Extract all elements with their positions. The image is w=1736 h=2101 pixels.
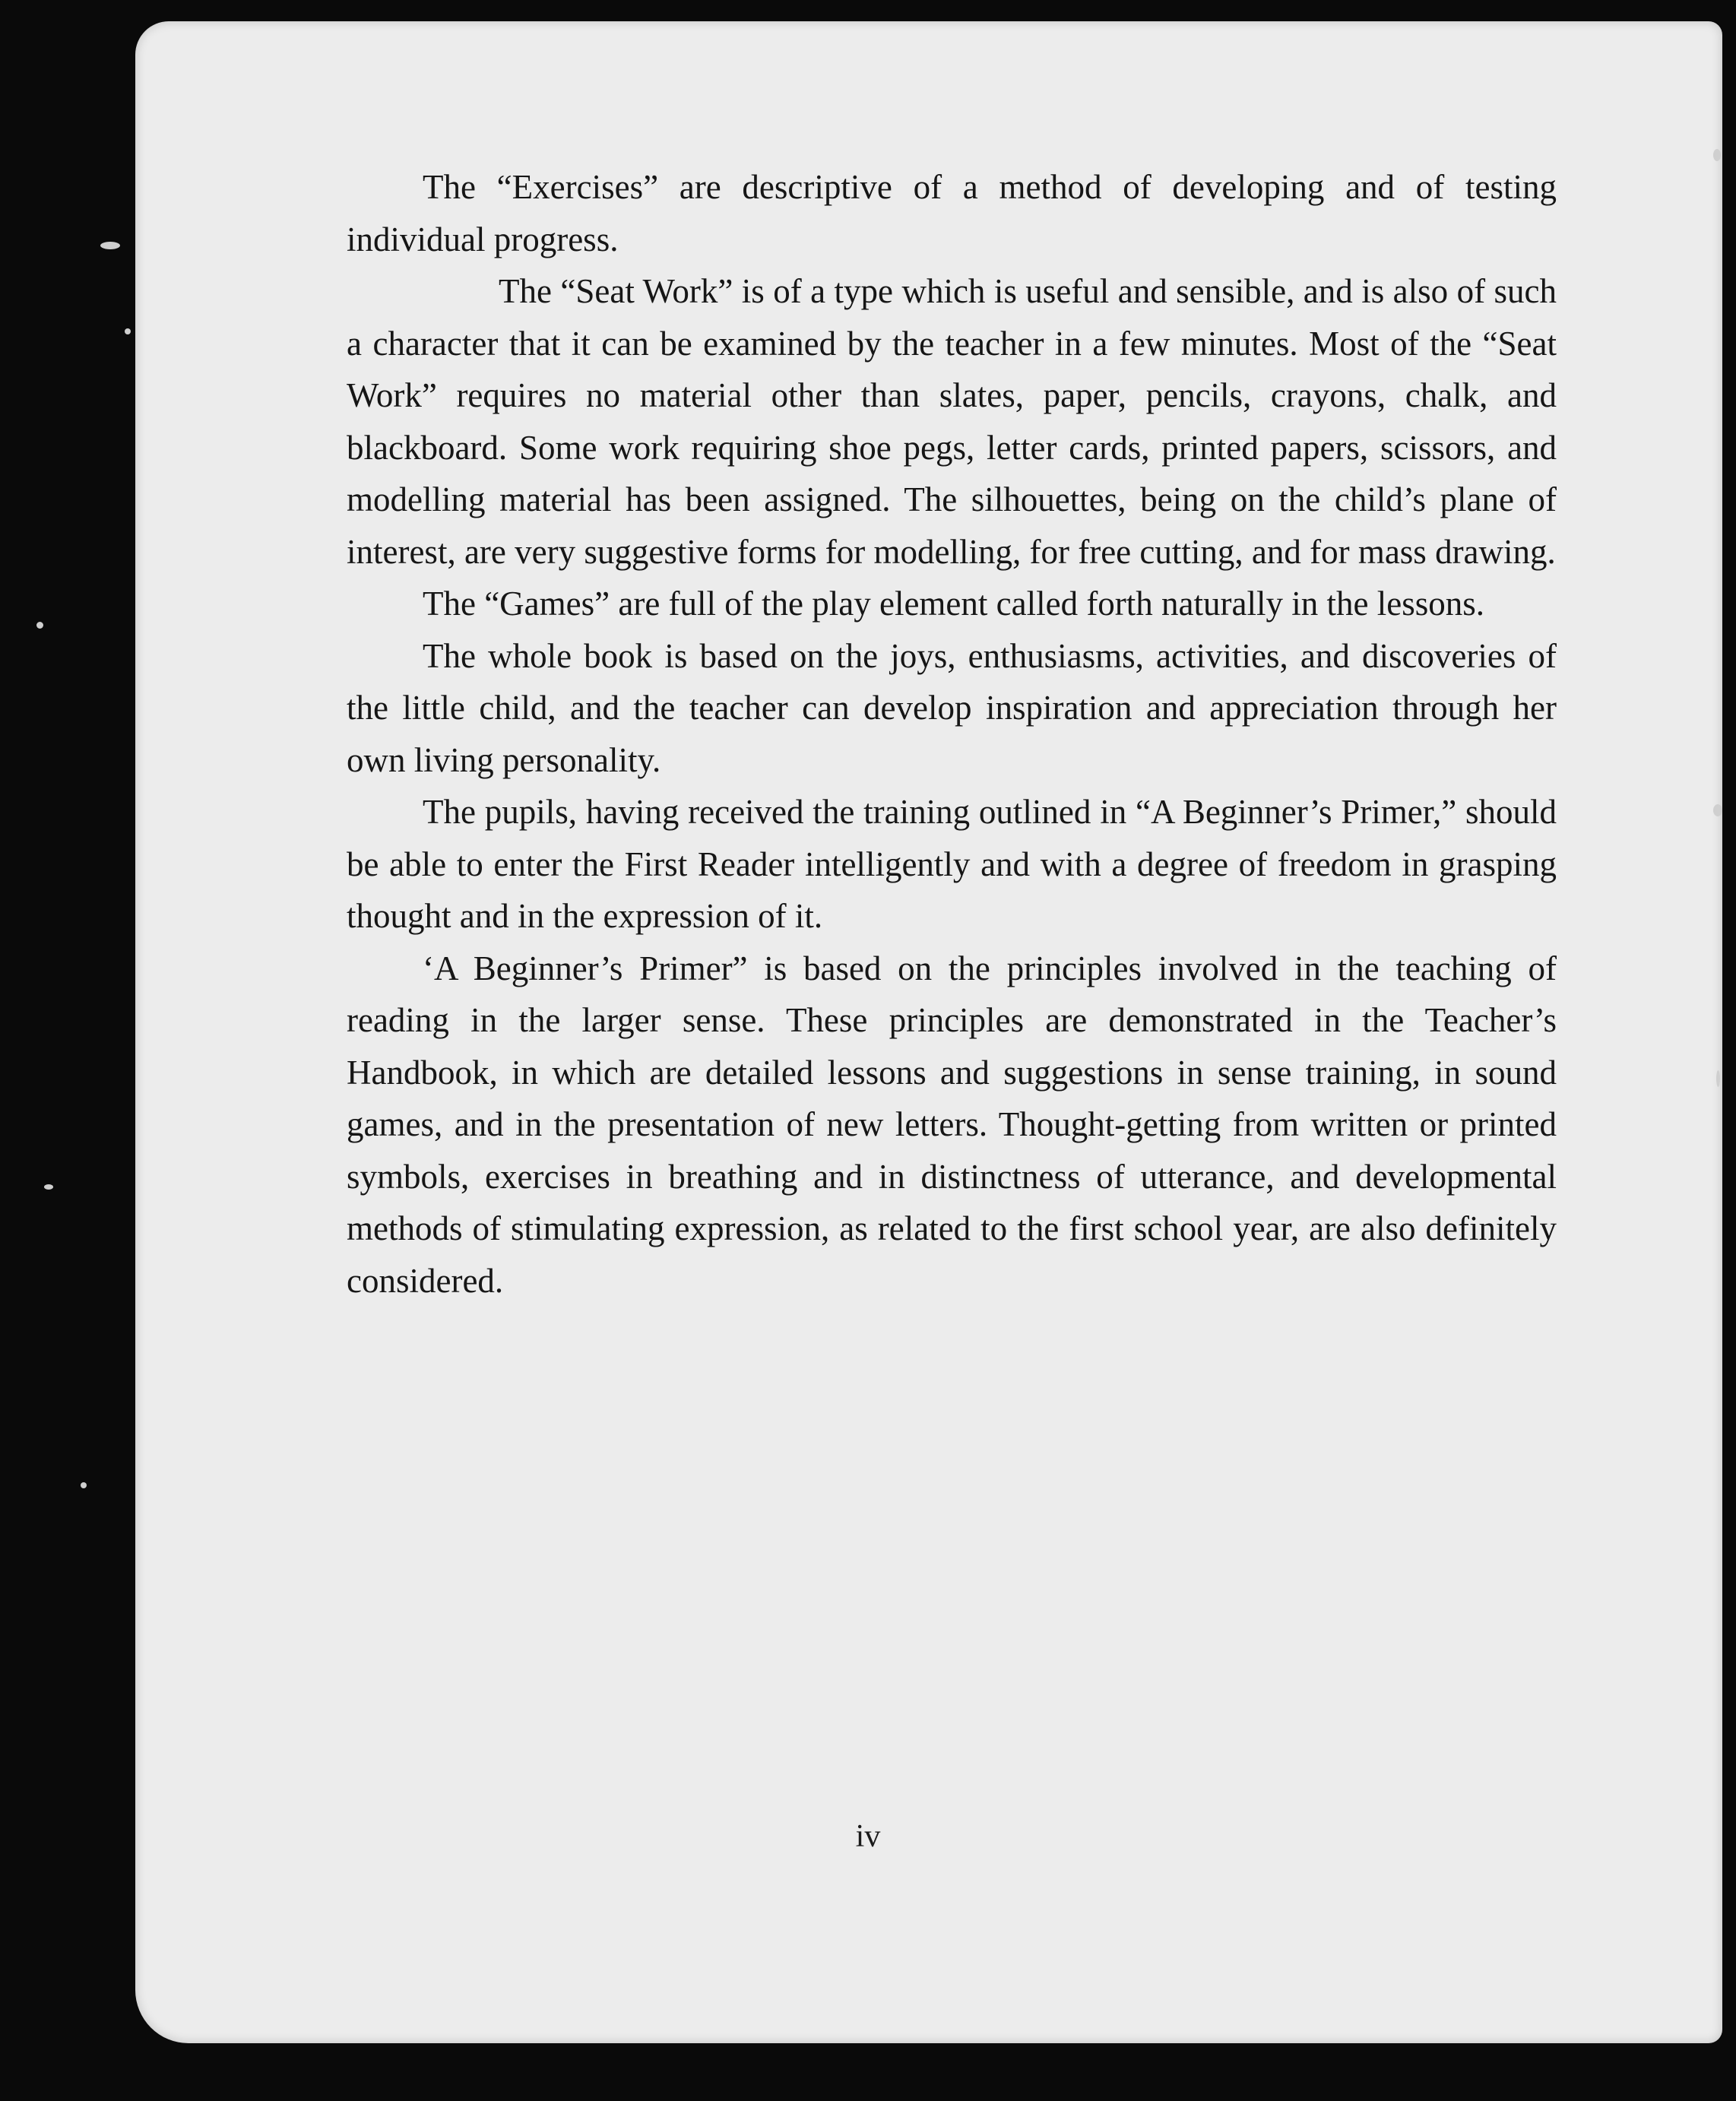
scan-speck xyxy=(1713,804,1722,816)
paragraph: The whole book is based on the joys, enthusiasms, activities, and discoveries of the little child, and the teacher can develop inspiration and appreciation through her own living personality. xyxy=(347,636,1557,779)
scan-speck xyxy=(125,328,131,334)
paragraph: The “Games” are full of the play element called forth naturally in the lessons. xyxy=(423,585,1484,623)
paragraph: The pupils, having received the training outlined in “A Beginner’s Primer,” should be able to enter the First Reader intelligently and with a degree of freedom in grasping thought and in the expression of it. xyxy=(347,793,1557,935)
scan-speck xyxy=(1716,1070,1720,1087)
page-number: iv xyxy=(855,1819,881,1854)
body-text xyxy=(347,161,1557,1307)
scan-speck xyxy=(44,1184,53,1190)
scan-speck xyxy=(100,242,120,249)
paragraph: The “Exercises” are descriptive of a method of developing and of testing individual progress. xyxy=(347,168,1557,258)
scan-speck xyxy=(36,622,43,629)
scan-speck xyxy=(81,1482,87,1488)
paragraph: The “Seat Work” is of a type which is useful and sensible, and is also of such a character that it can be examined by the teacher in a few minutes. Most of the “Seat Work” requires no material other than slates, paper, pencils, crayons, chalk, and blackboard. Some work requiring shoe pegs, letter cards, printed papers, scissors, and modelling material has been assigned. The silhouettes, being on the child’s plane of interest, are very suggestive forms for modelling, for free cutting, and for mass drawing. xyxy=(347,272,1557,571)
paragraph: ‘A Beginner’s Primer” is based on the principles involved in the teaching of reading in the larger sense. These principles are demonstrated in the Teacher’s Handbook, in which are detailed lessons and suggestions in sense training, in sound games, and in the presentation of new letters. Thought-getting from written or printed symbols, exercises in breathing and in distinctness of utterance, and developmental methods of stimulating expression, as related to the first school year, are also definitely considered. xyxy=(347,949,1557,1300)
scan-speck xyxy=(1713,149,1721,161)
